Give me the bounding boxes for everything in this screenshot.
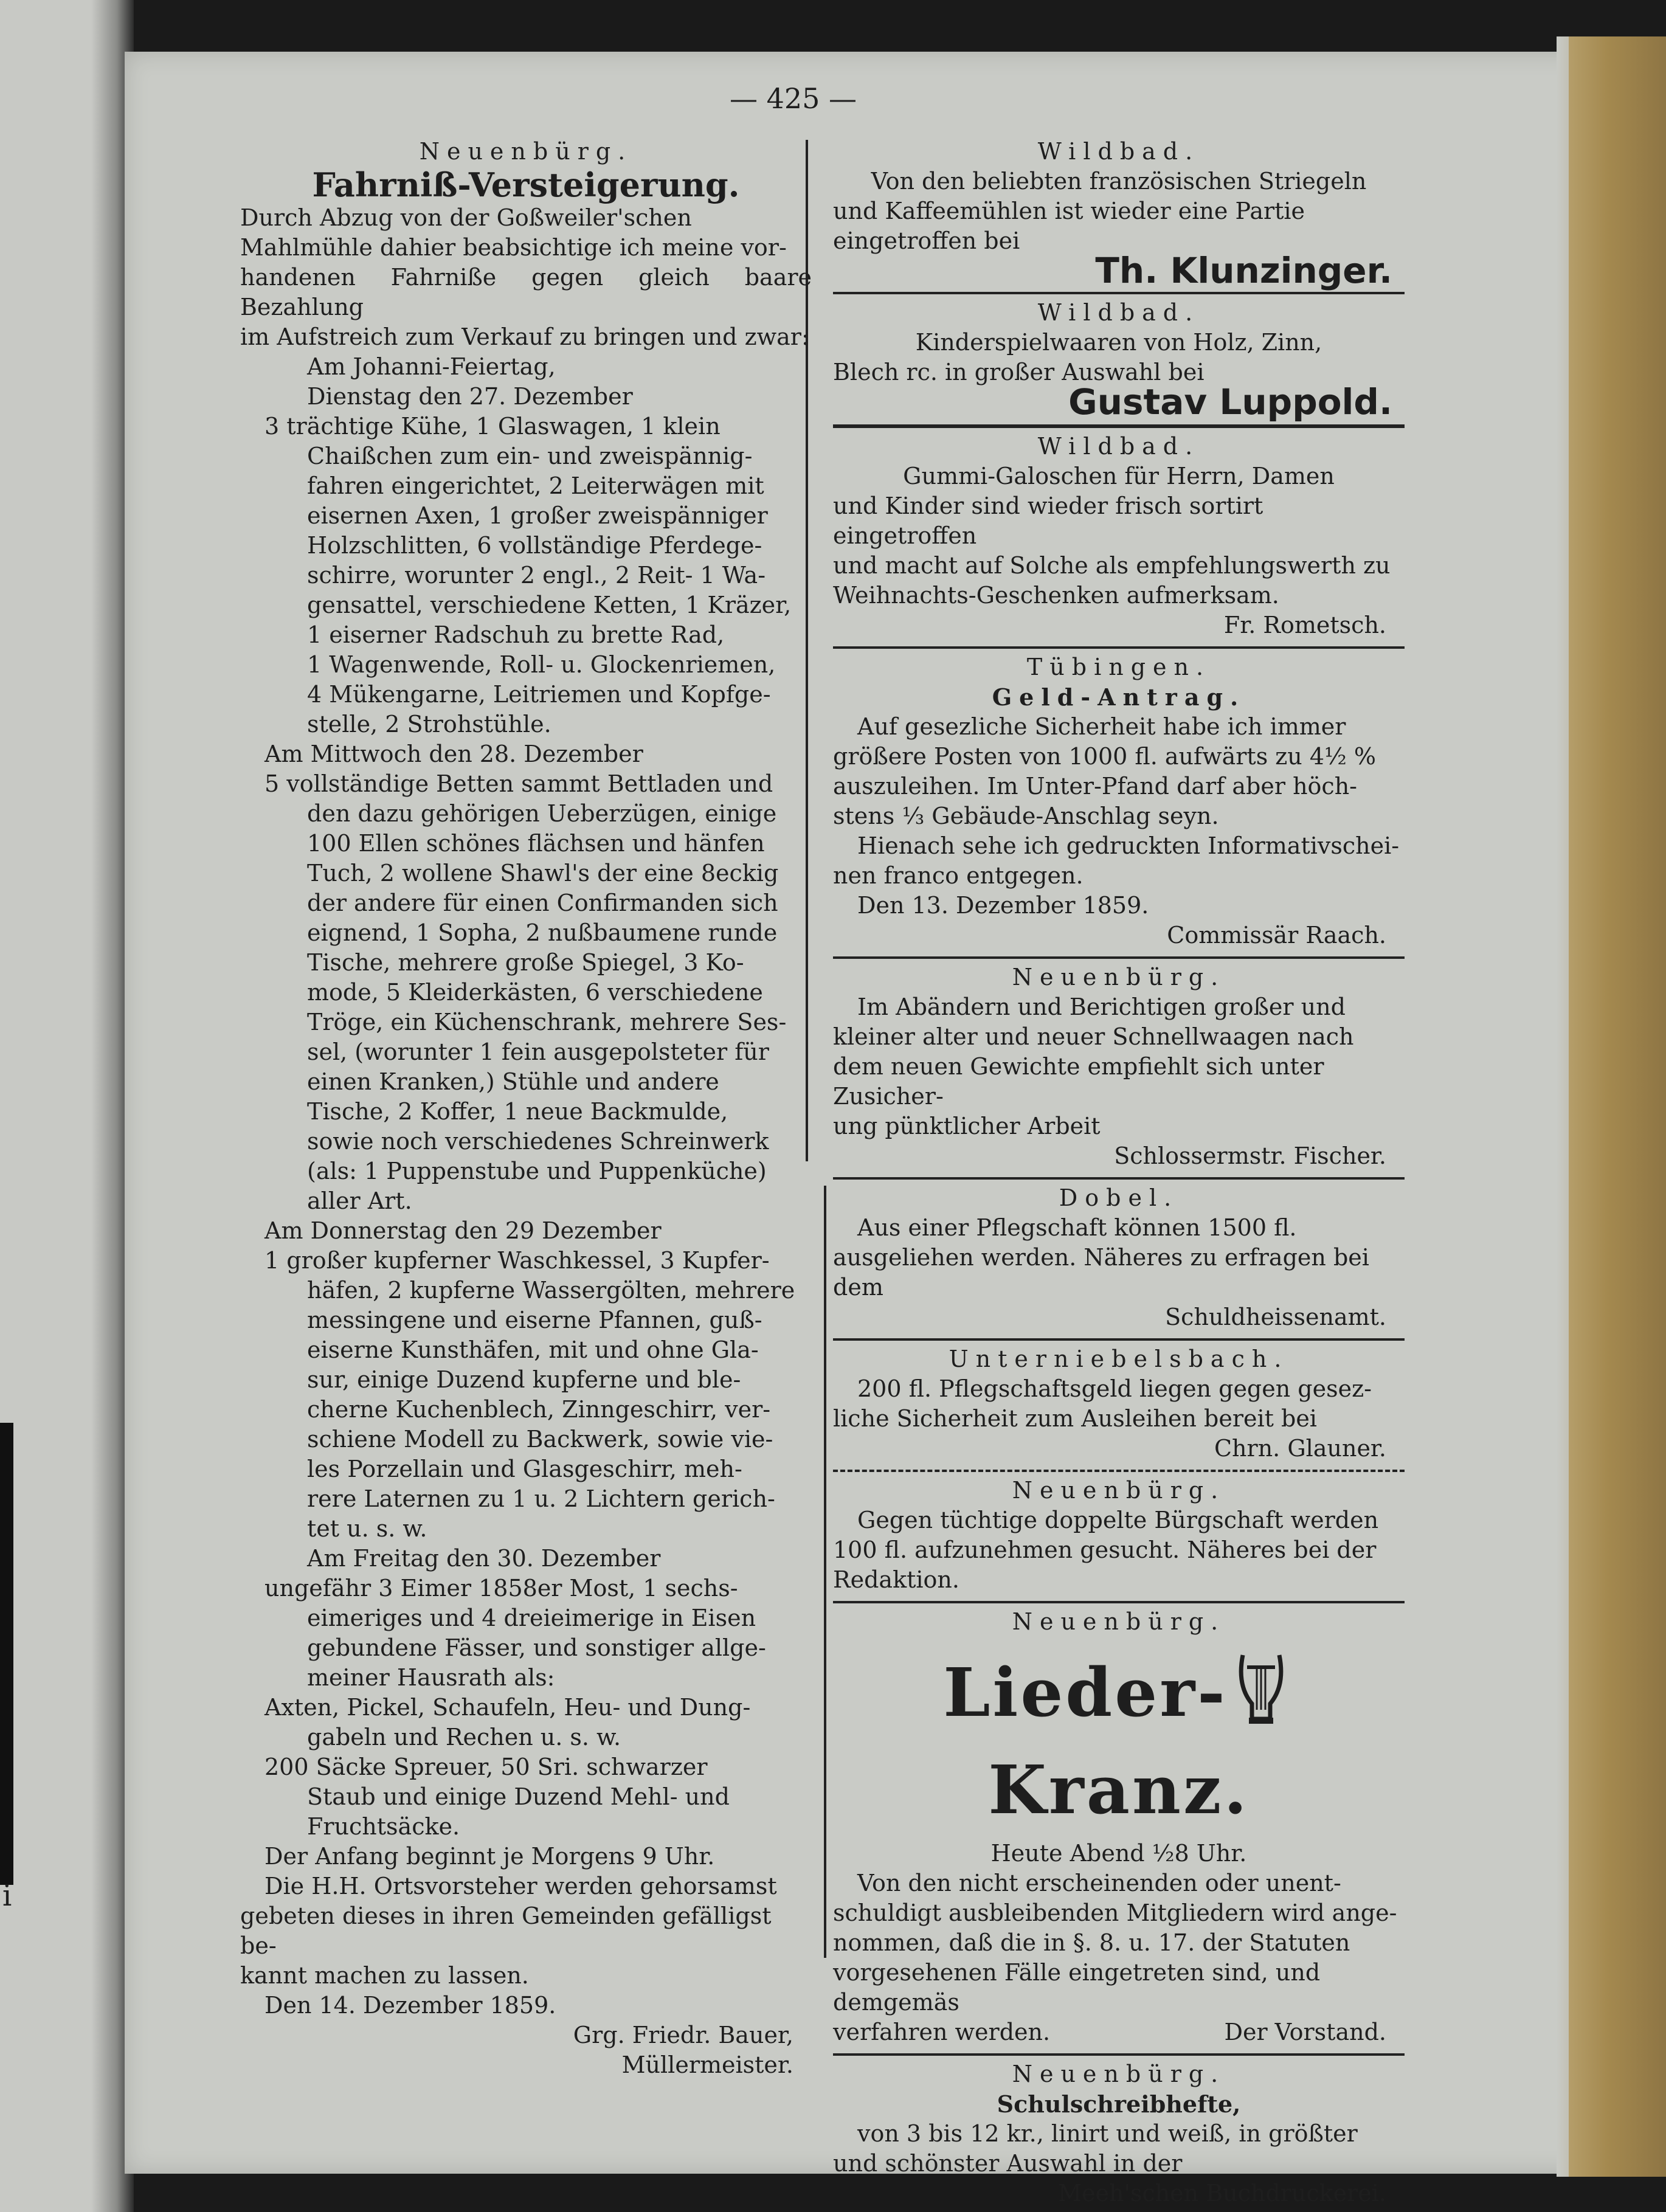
- text-line: eimeriges und 4 dreieimerige in Eisen: [307, 1605, 756, 1631]
- text-line: meiner Hausrath als:: [307, 1664, 555, 1691]
- text-line: Tische, 2 Koffer, 1 neue Backmulde,: [307, 1098, 728, 1125]
- text-line: Blech rc. in großer Auswahl bei: [833, 359, 1205, 385]
- ad-title: Schulschreibhefte,: [997, 2090, 1241, 2118]
- text-line: 3 trächtige Kühe, 1 Glaswagen, 1 klein: [264, 413, 721, 440]
- text-line: eingetroffen bei: [833, 227, 1020, 254]
- ad-signer: Fr. Rometsch.: [1223, 612, 1386, 638]
- facing-page-dark-strip: [0, 1423, 13, 1885]
- text-line: von 3 bis 12 kr., linirt und weiß, in größter: [857, 2120, 1358, 2147]
- ad-signer-title: Müllermeister.: [621, 2051, 793, 2078]
- text-line: sel, (worunter 1 fein ausgepolsteter für: [307, 1039, 769, 1065]
- ad-separator: [833, 1338, 1405, 1341]
- text-line: vorgesehenen Fälle eingetreten sind, und demgemäs: [833, 1959, 1321, 2016]
- text-line: ung pünktlicher Arbeit: [833, 1113, 1101, 1139]
- text-line: Tuch, 2 wollene Shawl's der eine 8eckig: [307, 860, 779, 887]
- day-heading: Am Donnerstag den 29 Dezember: [264, 1217, 662, 1244]
- text-line: und macht auf Solche als empfehlungswerth zu: [833, 552, 1391, 579]
- text-line: sowie noch verschiedenes Schreinwerk: [307, 1128, 769, 1155]
- text-line: eiserne Kunsthäfen, mit und ohne Gla-: [307, 1336, 759, 1363]
- text-line: 100 Ellen schönes flächsen und hänfen: [307, 830, 765, 857]
- closing-text: [240, 1842, 812, 1991]
- ad-place: Neuenbürg.: [1012, 2061, 1226, 2087]
- lyre-icon: [1234, 1649, 1288, 1747]
- ad-separator: [833, 646, 1405, 649]
- ad-place: Neuenbürg.: [1012, 964, 1226, 990]
- ad-separator: [833, 424, 1405, 428]
- item-list: [240, 769, 812, 1216]
- ad-signer: Schuldheissenamt.: [1165, 1304, 1386, 1330]
- ad-date: Den 13. Dezember 1859.: [857, 892, 1149, 919]
- text-line: ungefähr 3 Eimer 1858er Most, 1 sechs-: [264, 1575, 738, 1602]
- ad-separator: [833, 1601, 1405, 1603]
- text-line: größere Posten von 1000 fl. aufwärts zu 4½ %: [833, 743, 1377, 770]
- text-line: cherne Kuchenblech, Zinngeschirr, ver-: [307, 1396, 771, 1423]
- text-line: Tische, mehrere große Spiegel, 3 Ko-: [307, 949, 744, 976]
- ad-place: Tübingen.: [1026, 654, 1211, 680]
- title-part: Lieder-: [943, 1653, 1228, 1732]
- day-heading: Am Freitag den 30. Dezember: [307, 1545, 661, 1572]
- firm-name: Th. Klunzinger.: [1095, 250, 1392, 291]
- text-line: 200 Säcke Spreuer, 50 Sri. schwarzer: [264, 1754, 708, 1780]
- text-line: dem: [833, 1274, 883, 1301]
- ad-place: Wildbad.: [1037, 299, 1200, 326]
- text-line: Durch Abzug von der Goßweiler'schen: [240, 204, 692, 231]
- text-line: und Kinder sind wieder frisch sortirt eingetroffen: [833, 493, 1263, 549]
- ad-separator: [833, 956, 1405, 959]
- text-line: stens ⅓ Gebäude-Anschlag seyn.: [833, 803, 1219, 829]
- text-line: dem neuen Gewichte empfiehlt sich unter Zusicher-: [833, 1053, 1324, 1110]
- liederkranz-title: [833, 1649, 1405, 1833]
- book-cover-edge: [1569, 36, 1666, 2177]
- text-line: Kinderspielwaaren von Holz, Zinn,: [915, 329, 1322, 356]
- text-line: verfahren werden.: [833, 2019, 1051, 2045]
- ad-place: Wildbad.: [1037, 138, 1200, 165]
- text-line: Aus einer Pflegschaft können 1500 fl.: [857, 1214, 1297, 1241]
- text-line: und Kaffeemühlen ist wieder eine Partie: [833, 198, 1305, 224]
- ad-signer: Chrn. Glauner.: [1214, 1435, 1386, 1462]
- ad-intro: [240, 203, 812, 352]
- text-line: im Aufstreich zum Verkauf zu bringen und zwar:: [240, 323, 809, 350]
- ad-separator: [833, 292, 1405, 294]
- item-list: [240, 412, 812, 739]
- text-line: Gegen tüchtige doppelte Bürgschaft werden: [857, 1507, 1379, 1533]
- text-line: einen Kranken,) Stühle und andere: [307, 1068, 719, 1095]
- item-list: [240, 1246, 812, 1544]
- text-line: (als: 1 Puppenstube und Puppenküche): [307, 1158, 767, 1184]
- facing-page-letter: i: [2, 1879, 12, 1913]
- text-line: der andere für einen Confirmanden sich: [307, 890, 778, 916]
- text-line: Von den nicht erscheinenden oder unent-: [857, 1870, 1341, 1896]
- right-column: [833, 137, 1405, 2208]
- text-line: Tröge, ein Küchenschrank, mehrere Ses-: [307, 1009, 787, 1035]
- day-heading: Am Mittwoch den 28. Dezember: [264, 741, 643, 767]
- text-line: Die H.H. Ortsvorsteher werden gehorsamst: [264, 1873, 777, 1899]
- ad-place: Dobel.: [1059, 1184, 1179, 1211]
- text-line: Holzschlitten, 6 vollständige Pferdege-: [307, 532, 762, 559]
- text-line: und schönster Auswahl in der: [833, 2150, 1183, 2177]
- item-list: [240, 1574, 812, 1842]
- day-heading: Dienstag den 27. Dezember: [307, 383, 633, 410]
- text-line: Hienach sehe ich gedruckten Informativschei-: [857, 832, 1400, 859]
- text-line: les Porzellain und Glasgeschirr, meh-: [307, 1456, 742, 1482]
- text-line: schirre, worunter 2 engl., 2 Reit- 1 Wa-: [307, 562, 766, 589]
- text-line: gabeln und Rechen u. s. w.: [307, 1724, 621, 1751]
- text-line: aller Art.: [307, 1187, 412, 1214]
- text-line: nen franco entgegen.: [833, 862, 1084, 889]
- left-column: [240, 137, 812, 2080]
- text-line: kannt machen zu lassen.: [240, 1962, 529, 1989]
- text-line: 4 Mükengarne, Leitriemen und Kopfge-: [307, 681, 771, 708]
- text-line: auszuleihen. Im Unter-Pfand darf aber höch-: [833, 773, 1358, 800]
- text-line: Weihnachts-Geschenken aufmerksam.: [833, 582, 1279, 609]
- text-line: sur, einige Duzend kupferne und ble-: [307, 1366, 741, 1393]
- ad-date: Den 14. Dezember 1859.: [264, 1992, 556, 2019]
- text-line: Von den beliebten französischen Striegeln: [871, 168, 1367, 195]
- text-line: 200 fl. Pflegschaftsgeld liegen gegen gesez-: [857, 1375, 1372, 1402]
- ad-signer: Grg. Friedr. Bauer,: [573, 2022, 793, 2048]
- ad-signer: Meeh'schen Buchdruckerei.: [1058, 2180, 1386, 2207]
- text-line: häfen, 2 kupferne Wassergölten, mehrere: [307, 1277, 795, 1304]
- page-number: — 425 —: [730, 82, 857, 115]
- text-line: gebeten dieses in ihren Gemeinden gefälligst be-: [240, 1903, 772, 1959]
- day-heading: Am Johanni-Feiertag,: [307, 353, 556, 380]
- text-line: 1 großer kupferner Waschkessel, 3 Kupfer-: [264, 1247, 770, 1274]
- line-with-signer: [833, 2017, 1405, 2047]
- text-line: handenen Fahrniße gegen gleich baare Bezahlung: [240, 264, 812, 320]
- text-line: den dazu gehörigen Ueberzügen, einige: [307, 800, 777, 827]
- text-line: Redaktion.: [833, 1566, 959, 1593]
- text-line: gebundene Fässer, und sonstiger allge-: [307, 1634, 766, 1661]
- ad-place: Neuenbürg.: [419, 138, 633, 165]
- text-line: schuldigt ausbleibenden Mitgliedern wird ange-: [833, 1899, 1397, 1926]
- ad-signer: Der Vorstand.: [1224, 2019, 1386, 2045]
- ad-title: Fahrniß-Versteigerung.: [312, 165, 740, 204]
- ad-place: Neuenbürg.: [1012, 1608, 1226, 1635]
- text-line: Staub und einige Duzend Mehl- und: [307, 1783, 730, 1810]
- text-line: Mahlmühle dahier beabsichtige ich meine vor-: [240, 234, 787, 261]
- text-line: 1 Wagenwende, Roll- u. Glockenriemen,: [307, 651, 776, 678]
- ad-place: Unterniebelsbach.: [949, 1346, 1289, 1372]
- text-line: Axten, Pickel, Schaufeln, Heu- und Dung-: [264, 1694, 751, 1721]
- text-line: stelle, 2 Strohstühle.: [307, 711, 551, 738]
- ad-signer: Commissär Raach.: [1167, 922, 1386, 949]
- firm-name: Gustav Luppold.: [1068, 381, 1392, 423]
- title-part: Kranz.: [988, 1751, 1250, 1829]
- ad-title: Geld-Antrag.: [992, 683, 1246, 711]
- text-line: Fruchtsäcke.: [307, 1813, 460, 1840]
- text-line: Gummi-Galoschen für Herrn, Damen: [903, 463, 1335, 489]
- text-line: schiene Modell zu Backwerk, sowie vie-: [307, 1426, 773, 1453]
- text-line: eisernen Axen, 1 großer zweispänniger: [307, 502, 768, 529]
- text-line: Auf gesezliche Sicherheit habe ich immer: [857, 713, 1346, 740]
- text-line: Chaißchen zum ein- und zweispännig-: [307, 443, 753, 469]
- text-line: kleiner alter und neuer Schnellwaagen nach: [833, 1023, 1354, 1050]
- ad-separator: [833, 1470, 1405, 1472]
- ad-place: Wildbad.: [1037, 433, 1200, 460]
- text-line: 100 fl. aufzunehmen gesucht. Näheres bei der: [833, 1536, 1377, 1563]
- ad-place: Neuenbürg.: [1012, 1477, 1226, 1504]
- text-line: Im Abändern und Berichtigen großer und: [857, 994, 1346, 1020]
- event-time: Heute Abend ½8 Uhr.: [990, 1840, 1247, 1867]
- ad-signer: Schlossermstr. Fischer.: [1114, 1142, 1386, 1169]
- text-line: nommen, daß die in §. 8. u. 17. der Statuten: [833, 1929, 1350, 1956]
- ad-separator: [833, 2053, 1405, 2056]
- text-line: rere Laternen zu 1 u. 2 Lichtern gerich-: [307, 1485, 775, 1512]
- text-line: 1 eiserner Radschuh zu brette Rad,: [307, 621, 725, 648]
- text-line: messingene und eiserne Pfannen, guß-: [307, 1307, 762, 1333]
- text-line: fahren eingerichtet, 2 Leiterwägen mit: [307, 472, 764, 499]
- column-rule-lower: [824, 1186, 826, 1958]
- text-line: ausgeliehen werden. Näheres zu erfragen bei: [833, 1244, 1369, 1271]
- text-line: tet u. s. w.: [307, 1515, 427, 1542]
- text-line: 5 vollständige Betten sammt Bettladen und: [264, 770, 773, 797]
- ad-separator: [833, 1177, 1405, 1180]
- text-line: gensattel, verschiedene Ketten, 1 Kräzer,: [307, 592, 792, 618]
- text-line: mode, 5 Kleiderkästen, 6 verschiedene: [307, 979, 763, 1006]
- text-line: liche Sicherheit zum Ausleihen bereit bei: [833, 1405, 1317, 1432]
- text-line: Der Anfang beginnt je Morgens 9 Uhr.: [264, 1843, 715, 1870]
- text-line: eignend, 1 Sopha, 2 nußbaumene runde: [307, 919, 778, 946]
